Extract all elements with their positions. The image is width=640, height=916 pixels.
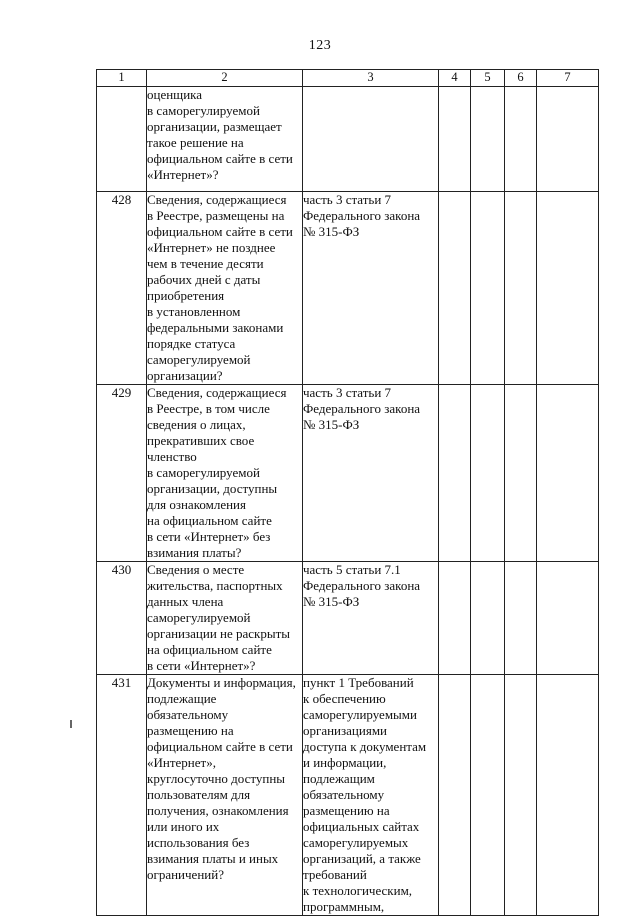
answer-cell-6	[505, 87, 537, 192]
row-number: 430	[97, 562, 147, 675]
legal-reference: часть 3 статьи 7 Федерального закона № 315-ФЗ	[303, 192, 439, 385]
table-row	[97, 87, 599, 192]
legal-reference: часть 3 статьи 7 Федерального закона № 315-ФЗ	[303, 385, 439, 562]
checklist-table	[96, 69, 599, 916]
row-number: 431	[97, 675, 147, 916]
legal-reference: пункт 1 Требований к обеспечению саморегулируемыми организациями доступа к документам и информации, подлежащим обязательному размещению на официальных сайтах саморегулируемых организаций, а также требований к технологическим, программным,	[303, 675, 439, 916]
answer-cell-5	[471, 192, 505, 385]
table-row	[97, 562, 599, 675]
table-row	[97, 385, 599, 562]
header-col-7: 7	[537, 70, 599, 87]
answer-cell-6	[505, 675, 537, 916]
legal-reference: часть 5 статьи 7.1 Федерального закона № 315-ФЗ	[303, 562, 439, 675]
header-col-4: 4	[439, 70, 471, 87]
answer-cell-4	[439, 192, 471, 385]
header-col-5: 5	[471, 70, 505, 87]
question-text: Документы и информация, подлежащие обязательному размещению на официальном сайте в сети «Интернет», круглосуточно доступны пользователям для получения, ознакомления или иного их использования без взимания платы и иных ограничений?	[147, 675, 303, 916]
answer-cell-5	[471, 675, 505, 916]
answer-cell-5	[471, 87, 505, 192]
answer-cell-6	[505, 562, 537, 675]
legal-reference	[303, 87, 439, 192]
answer-cell-5	[471, 562, 505, 675]
answer-cell-6	[505, 385, 537, 562]
answer-cell-6	[505, 192, 537, 385]
answer-cell-7	[537, 87, 599, 192]
header-col-6: 6	[505, 70, 537, 87]
header-col-2: 2	[147, 70, 303, 87]
table-row	[97, 675, 599, 916]
answer-cell-5	[471, 385, 505, 562]
header-col-3: 3	[303, 70, 439, 87]
answer-cell-7	[537, 562, 599, 675]
question-text: Сведения о месте жительства, паспортных данных члена саморегулируемой организации не раскрыты на официальном сайте в сети «Интернет»?	[147, 562, 303, 675]
header-row	[97, 70, 599, 87]
scan-mark	[70, 720, 72, 728]
answer-cell-7	[537, 385, 599, 562]
row-number	[97, 87, 147, 192]
answer-cell-4	[439, 562, 471, 675]
row-number: 428	[97, 192, 147, 385]
answer-cell-7	[537, 675, 599, 916]
answer-cell-4	[439, 675, 471, 916]
row-number: 429	[97, 385, 147, 562]
answer-cell-4	[439, 87, 471, 192]
answer-cell-4	[439, 385, 471, 562]
question-text: оценщика в саморегулируемой организации, размещает такое решение на официальном сайте в сети «Интернет»?	[147, 87, 303, 192]
header-col-1: 1	[97, 70, 147, 87]
answer-cell-7	[537, 192, 599, 385]
question-text: Сведения, содержащиеся в Реестре, размещены на официальном сайте в сети «Интернет» не позднее чем в течение десяти рабочих дней с даты приобретения в установленном федеральными законами порядке статуса саморегулируемой организации?	[147, 192, 303, 385]
table-row	[97, 192, 599, 385]
page-number: 123	[308, 38, 332, 53]
question-text: Сведения, содержащиеся в Реестре, в том числе сведения о лицах, прекративших свое членство в саморегулируемой организации, доступны для ознакомления на официальном сайте в сети «Интернет» без взимания платы?	[147, 385, 303, 562]
